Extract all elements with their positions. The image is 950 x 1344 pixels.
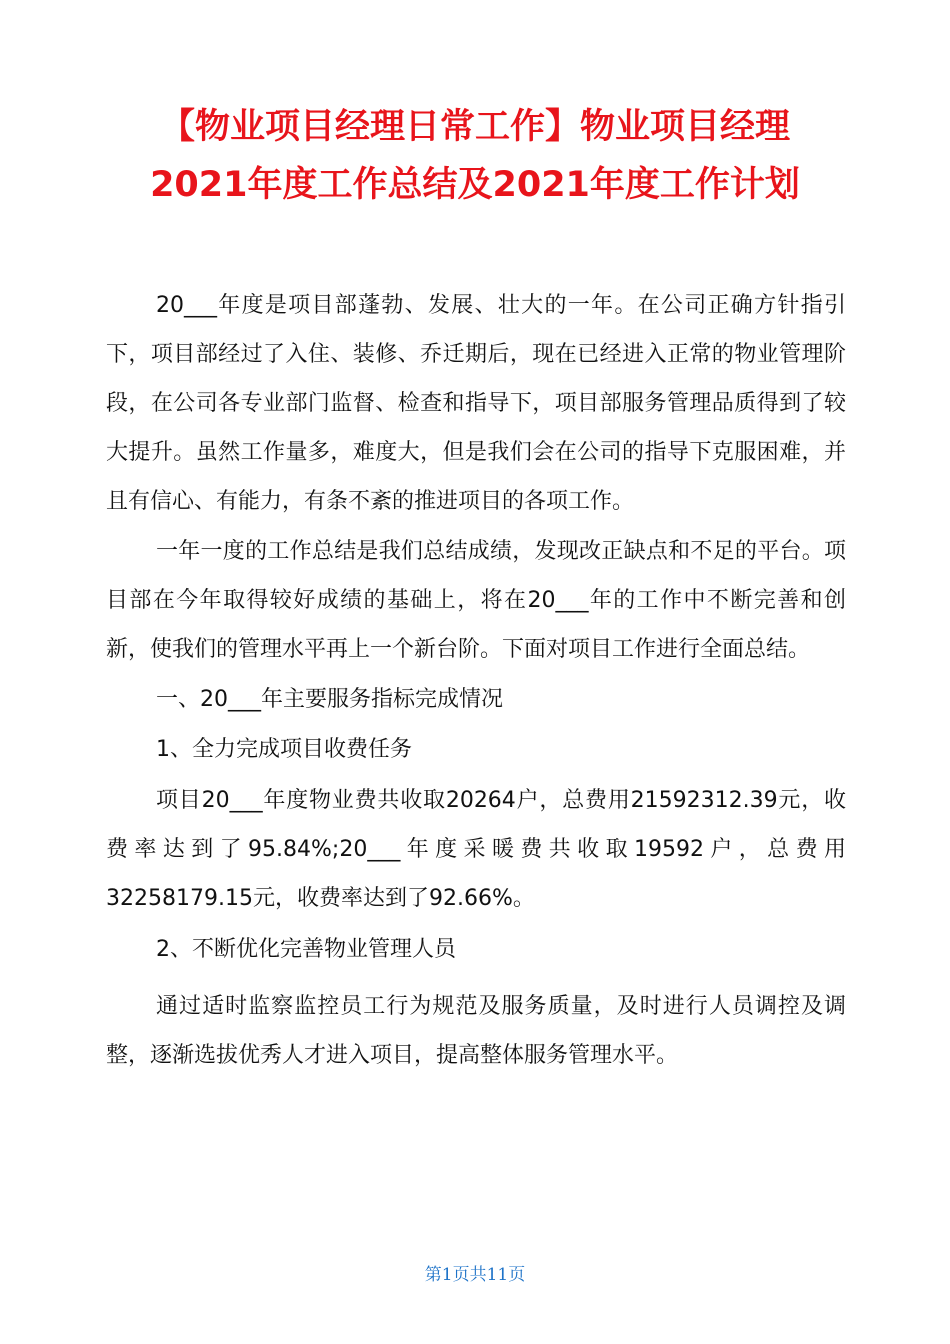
paragraph-intro: 20___年度是项目部蓬勃、发展、壮大的一年。在公司正确方针指引下，项目部经过了入住、装修、乔迁期后，现在已经进入正常的物业管理阶段，在公司各专业部门监督、检查和指导下，项目部服务管理品质得到了较大提升。虽然工作量多，难度大，但是我们会在公司的指导下克服困难，并且有信心、有能力，有条不紊的推进项目的各项工作。	[106, 293, 846, 514]
document-body	[106, 281, 846, 1080]
paragraph-summary: 一年一度的工作总结是我们总结成绩，发现改正缺点和不足的平台。项目部在今年取得较好成绩的基础上，将在20___年的工作中不断完善和创新，使我们的管理水平再上一个新台阶。下面对项目工作进行全面总结。	[106, 539, 846, 662]
title-line-2: 2021年度工作总结及2021年度工作计划	[150, 165, 800, 205]
subsection-heading-2: 2、不断优化完善物业管理人员	[156, 937, 456, 962]
paragraph-fees: 项目20___年度物业费共收取20264户，总费用21592312.39元，收费率达到了95.84%;20___年度采暖费共收取19592户，总费用32258179.15元，收费率达到了92.66%。	[106, 788, 846, 911]
paragraph-staff: 通过适时监察监控员工行为规范及服务质量，及时进行人员调控及调整，逐渐选拔优秀人才进入项目，提高整体服务管理水平。	[106, 994, 846, 1068]
subsection-heading-1: 1、全力完成项目收费任务	[156, 737, 412, 762]
document-title	[60, 98, 890, 214]
page-footer: 第1页共11页	[424, 1265, 526, 1285]
title-line-1: 【物业项目经理日常工作】物业项目经理	[159, 107, 790, 147]
section-heading-1: 一、20___年主要服务指标完成情况	[156, 687, 503, 712]
